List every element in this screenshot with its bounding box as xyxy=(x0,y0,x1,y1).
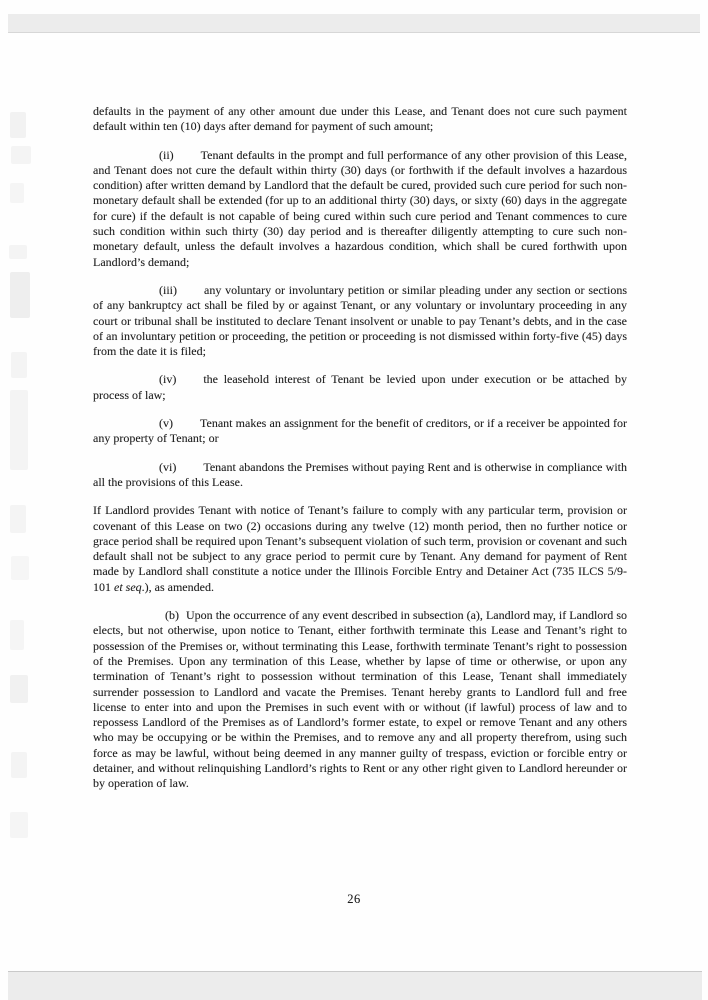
clause-b-text: Upon the occurrence of any event described in subsection (a), Landlord may, if Landlord so elects, but not otherwise, upon notice to Tenant, either forthwith terminate this Lease and Tenant’s right to possession of the Premises or, without terminating this Lease, forthwith terminate Tenant’s right to possession of the Premises. Upon any termination of this Lease, whether by lapse of time or otherwise, or upon any termination of Tenant’s right to possession without termination of this Lease, Tenant shall immediately surrender possession to Landlord and vacate the Premises. Tenant hereby grants to Landlord full and free license to enter into and upon the Premises in such event with or without (if lawful) process of law and to repossess Landlord of the Premises as of Landlord’s former estate, to expel or remove Tenant and any others who may be occupying or be within the Premises, and to remove any and all property therefrom, using such force as may be lawful, without being deemed in any manner guilty of trespass, eviction or forcible entry or detainer, and without relinquishing Landlord’s rights to Rent or any other right given to Landlord hereunder or by operation of law. xyxy=(93,608,627,791)
notice-text: If Landlord provides Tenant with notice of Tenant’s failure to comply with any particular term, provision or covenant of this Lease on two (2) occasions during any twelve (12) month period, then no further notice or grace period shall be required upon Tenant’s subsequent violation of such term, provision or covenant and such default shall not be subject to any grace period to permit cure by Tenant. Any demand for payment of Rent made by Landlord shall constitute a notice under the Illinois Forcible Entry and Detainer Act (735 ILCS 5/9-101 xyxy=(93,503,627,594)
scan-smudge xyxy=(10,505,26,533)
clause-iv-label: (iv) xyxy=(159,372,177,387)
paragraph-payment-default-continuation: defaults in the payment of any other amount due under this Lease, and Tenant does not cure such payment default within ten (10) days after demand for payment of such amount; xyxy=(93,104,627,134)
clause-b xyxy=(93,608,627,792)
scan-smudge xyxy=(11,146,31,164)
scan-smudge xyxy=(10,112,26,138)
clause-iii xyxy=(93,283,627,359)
scan-smudge xyxy=(11,752,27,778)
clause-ii-text: Tenant defaults in the prompt and full performance of any other provision of this Lease, and Tenant does not cure the default within thirty (30) days (or forthwith if the default involves a hazardous condition) after written demand by Landlord that the default be cured, provided such cure period for such non-monetary default shall be extended (for up to an additional thirty (30) days, or sixty (60) days in the aggregate for cure) if the default is not capable of being cured within such cure period and Tenant commences to cure such condition within such thirty (30) day period and is thereafter diligently attempting to cure such non-monetary default, unless the default involves a hazardous condition, which shall be cured forthwith upon Landlord’s demand; xyxy=(93,147,627,269)
clause-v-text: Tenant makes an assignment for the benefit of creditors, or if a receiver be appointed for any property of Tenant; or xyxy=(93,416,627,446)
scan-artifact-bottom-band xyxy=(8,971,702,1000)
page-number: 26 xyxy=(347,892,361,906)
lease-body xyxy=(93,104,627,805)
scan-smudge xyxy=(10,272,30,318)
scan-smudge xyxy=(10,812,28,838)
scan-smudge xyxy=(9,245,27,259)
clause-v-label: (v) xyxy=(159,416,173,431)
clause-vi-label: (vi) xyxy=(159,459,177,474)
clause-vi xyxy=(93,460,627,491)
clause-iv xyxy=(93,372,627,403)
scan-smudge xyxy=(10,675,28,703)
clause-b-label: (b) xyxy=(165,608,179,623)
clause-iii-text: any voluntary or involuntary petition or similar pleading under any section or sections of any bankruptcy act shall be filed by or against Tenant, or any voluntary or involuntary proceeding in any court or tribunal shall be instituted to declare Tenant insolvent or unable to pay Tenant’s debts, and in the case of an involuntary petition or proceeding, the petition or proceeding is not dismissed within forty-five (45) days from the date it is filed; xyxy=(93,282,627,359)
scan-smudge xyxy=(10,620,24,650)
notice-text-end: .), as amended. xyxy=(141,579,214,594)
scan-smudge xyxy=(11,556,29,580)
clause-iv-text: the leasehold interest of Tenant be levied upon under execution or be attached by process of law; xyxy=(93,372,627,402)
clause-iii-label: (iii) xyxy=(159,282,177,297)
scan-smudge xyxy=(11,352,27,378)
scan-smudge xyxy=(10,390,28,470)
clause-vi-text: Tenant abandons the Premises without paying Rent and is otherwise in compliance with all the provisions of this Lease. xyxy=(93,459,627,489)
paragraph-repeated-default-notice xyxy=(93,503,627,595)
clause-v xyxy=(93,416,627,447)
scan-artifact-top-band xyxy=(8,14,700,33)
clause-ii xyxy=(93,148,627,270)
scan-smudge xyxy=(10,183,24,203)
clause-ii-label: (ii) xyxy=(159,147,174,162)
notice-text-latin-phrase: et seq xyxy=(114,579,142,594)
